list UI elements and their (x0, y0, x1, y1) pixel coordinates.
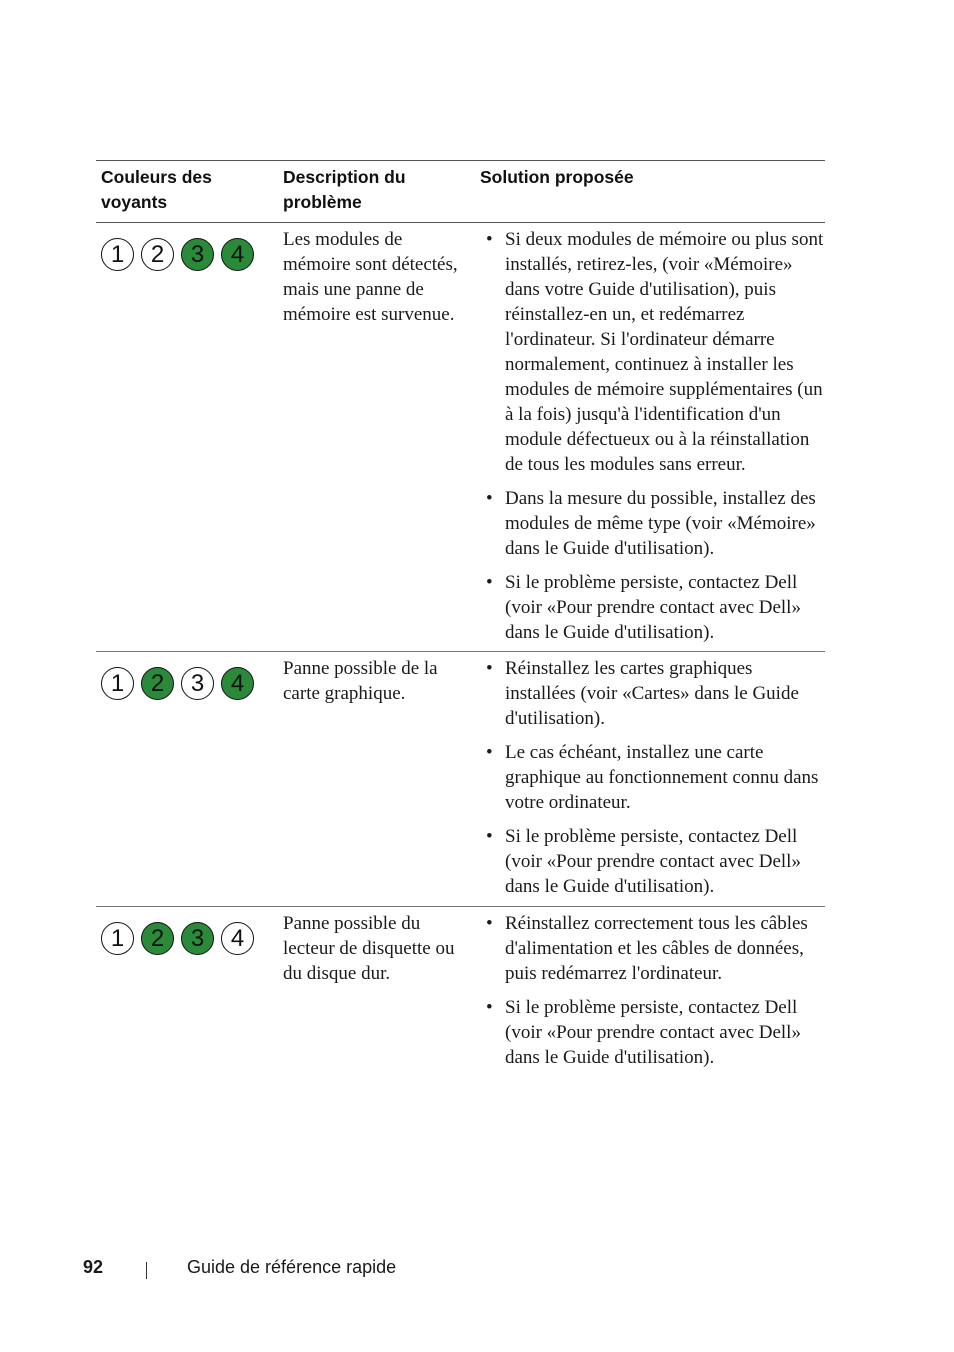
problem-description: Les modules de mémoire sont détectés, mais une panne de mémoire est survenue. (283, 229, 458, 325)
diagnostic-lights (101, 922, 271, 958)
footer-title: Guide de référence rapide (187, 1257, 397, 1277)
solution-item: • Dans la mesure du possible, installez des modules de même type (voir «Mémoire» dans le Guide d'utilisation). (480, 486, 825, 561)
table-row (96, 652, 825, 907)
solution-list (480, 656, 825, 908)
diagnostic-light-1: 1 (101, 238, 134, 271)
diagnostic-light-3: 3 (181, 667, 214, 700)
solution-list (480, 227, 825, 654)
table-row (96, 907, 825, 1087)
diagnostic-light-4: 4 (221, 667, 254, 700)
diagnostic-lights (101, 667, 271, 703)
footer-divider (146, 1262, 147, 1279)
problem-description: Panne possible du lecteur de disquette ou du disque dur. (283, 913, 455, 984)
page-footer (0, 1257, 954, 1283)
diagnostic-light-2: 2 (141, 667, 174, 700)
table-header (96, 161, 825, 223)
solution-item: • Réinstallez les cartes graphiques installées (voir «Cartes» dans le Guide d'utilisation). (480, 656, 825, 731)
diagnostic-lights (101, 238, 271, 274)
diagnostic-light-3: 3 (181, 238, 214, 271)
diagnostic-light-4: 4 (221, 922, 254, 955)
diagnostic-light-4: 4 (221, 238, 254, 271)
header-proposed-solution: Solution proposée (480, 167, 634, 187)
diagnostic-light-3: 3 (181, 922, 214, 955)
solution-item: • Si le problème persiste, contactez Dell (voir «Pour prendre contact avec Dell» dans le Guide d'utilisation). (480, 824, 825, 899)
solution-item: • Réinstallez correctement tous les câbles d'alimentation et les câbles de données, puis redémarrez l'ordinateur. (480, 911, 825, 986)
solution-list (480, 911, 825, 1079)
header-problem-description: Description du problème (283, 167, 406, 212)
solution-item: • Le cas échéant, installez une carte graphique au fonctionnement connu dans votre ordinateur. (480, 740, 825, 815)
problem-description: Panne possible de la carte graphique. (283, 658, 438, 704)
diagnostic-lights-table (96, 160, 825, 1087)
solution-item: • Si le problème persiste, contactez Dell (voir «Pour prendre contact avec Dell» dans le Guide d'utilisation). (480, 570, 825, 645)
page-number: 92 (83, 1257, 104, 1277)
diagnostic-light-1: 1 (101, 667, 134, 700)
diagnostic-light-2: 2 (141, 238, 174, 271)
solution-item: • Si deux modules de mémoire ou plus sont installés, retirez-les, (voir «Mémoire» dans votre Guide d'utilisation), puis réinstallez-en un, et redémarrez l'ordinateur. Si l'ordinateur démarre normalement, continuez à installer les modules de mémoire supplémentaires (un à la fois) jusqu'à l'identification d'un module défectueux ou à la réinstallation de tous les modules sans erreur. (480, 227, 825, 477)
solution-item: • Si le problème persiste, contactez Dell (voir «Pour prendre contact avec Dell» dans le Guide d'utilisation). (480, 995, 825, 1070)
header-light-colors: Couleurs des voyants (101, 167, 212, 212)
diagnostic-light-1: 1 (101, 922, 134, 955)
table-row (96, 223, 825, 652)
diagnostic-light-2: 2 (141, 922, 174, 955)
